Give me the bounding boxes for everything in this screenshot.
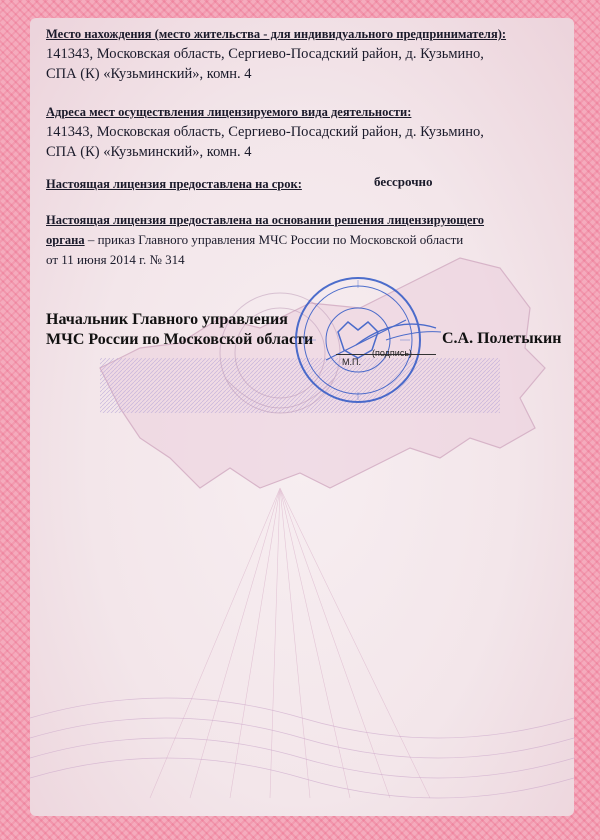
basis-label-line1: Настоящая лицензия предоставлена на основании решения лицензирующего (46, 213, 485, 227)
activity-line1: 141343, Московская область, Сергиево-Посадский район, д. Кузьмино, (46, 124, 484, 140)
activity-line2: СПА (К) «Кузьминский», комн. 4 (46, 144, 252, 160)
basis-line3: от 11 июня 2014 г. № 314 (46, 252, 185, 267)
activity-label: Адреса мест осуществления лицензируемого вида деятельности: (46, 105, 412, 119)
location-section (46, 24, 506, 84)
term-label: Настоящая лицензия предоставлена на срок: (46, 177, 302, 191)
signatory-title-line1: Начальник Главного управления (46, 311, 288, 328)
term-value: бессрочно (374, 174, 433, 189)
license-page (30, 18, 574, 816)
location-line2: СПА (К) «Кузьминский», комн. 4 (46, 66, 252, 82)
location-label: Место нахождения (место жительства - для индивидуального предпринимателя): (46, 27, 507, 41)
signature-caption: (подпись) (372, 348, 413, 358)
basis-label-word2: органа (46, 233, 85, 247)
basis-line2 (46, 230, 566, 250)
guilloche-rays (150, 488, 430, 798)
official-seal-stamp (286, 270, 446, 410)
term-section (46, 174, 302, 194)
signatory-title-line2: МЧС России по Московской области (46, 331, 314, 348)
signatory-name: С.А. Полетыкин (442, 330, 562, 347)
signatory-title (46, 310, 313, 350)
seal-caption: М.П. (342, 357, 361, 367)
basis-section (46, 210, 566, 270)
activity-section (46, 102, 484, 162)
basis-line2-rest: – приказ Главного управления МЧС России по Московской области (84, 232, 464, 247)
location-line1: 141343, Московская область, Сергиево-Посадский район, д. Кузьмино, (46, 46, 484, 62)
